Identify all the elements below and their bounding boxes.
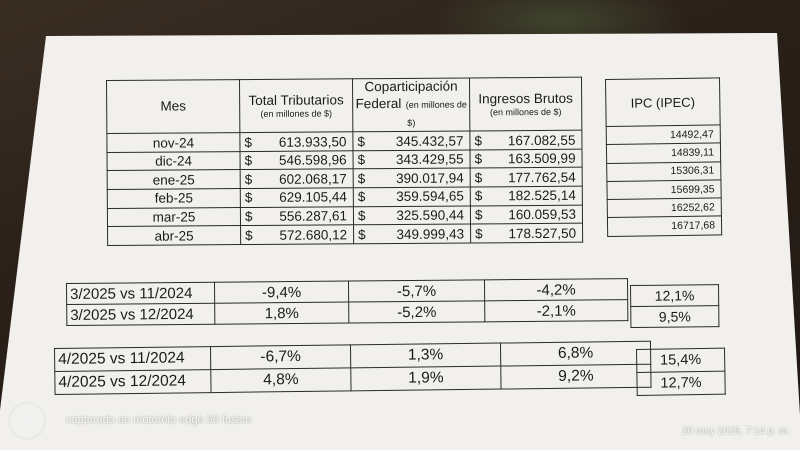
amount: 177.762,54 [508,169,576,185]
cell-ipc: 15699,35 [607,180,721,200]
amount: 349.999,43 [396,226,465,242]
comparison-label: 4/2025 vs 12/2024 [55,370,211,395]
cell-ingresos-brutos [470,186,582,205]
cell-mes: mar-25 [107,207,240,227]
comparison-copart: -5,2% [349,301,485,323]
comparison-ipc-row [631,285,719,307]
revenue-table [106,77,583,246]
cell-mes: abr-25 [108,226,241,246]
comparison-table-april [54,341,652,395]
ipc-row [607,161,721,181]
cell-coparticipacion [353,168,470,187]
header-ipc: IPC (IPEC) [606,78,721,127]
money-value [241,227,353,243]
cell-ipc: 14839,11 [606,143,720,163]
amount: 546.598,96 [278,152,347,168]
amount: 182.525,14 [508,188,576,204]
cell-ipc: 15306,31 [607,161,721,181]
table-row [108,223,583,245]
amount: 629.105,44 [279,189,347,206]
cell-coparticipacion [354,224,471,243]
ipc-row [607,180,721,200]
ipc-table [605,77,722,236]
money-value [471,151,582,167]
comparison-copart: 1,9% [351,366,501,391]
comparison-label: 3/2025 vs 12/2024 [67,303,215,325]
comparison-total: 1,8% [215,302,349,324]
amount: 390.017,94 [396,170,464,186]
money-value [241,190,353,206]
cell-total-tributarios [240,151,353,170]
comparison-copart: -5,7% [348,280,484,302]
cell-total-tributarios [240,132,353,151]
amount: 167.082,55 [507,132,576,148]
watermark-datetime: 20 may 2025, 7:14 p. m. [682,426,790,437]
comparison-label: 4/2025 vs 11/2024 [55,347,211,372]
motorola-logo: M [8,402,46,440]
revenue-table-body [107,130,583,245]
amount: 325.590,44 [396,207,465,223]
money-value [240,134,352,150]
currency-symbol: $ [474,132,482,149]
money-value [354,152,470,168]
currency-symbol: $ [244,190,253,206]
money-value [354,207,470,223]
cell-coparticipacion [353,150,470,169]
revenue-table-header [107,77,582,134]
currency-symbol: $ [244,171,253,187]
cell-ipc: 16252,62 [607,198,721,218]
money-value [471,188,582,204]
amount: 602.068,17 [279,171,347,187]
amount: 359.594,65 [396,188,464,205]
currency-symbol: $ [357,208,366,224]
cell-total-tributarios [241,225,354,244]
money-value [470,132,581,148]
comparison-ipc-april [636,348,726,396]
currency-symbol: $ [474,151,483,167]
comparison-ipc: 9,5% [631,306,719,328]
comparison-ipc-row [637,371,725,395]
currency-symbol: $ [244,208,253,225]
money-value [354,226,470,242]
cell-ingresos-brutos [470,168,582,187]
comparison-ipc: 15,4% [637,348,725,372]
comparison-iibb: -4,2% [484,279,627,301]
cell-mes: dic-24 [107,151,240,171]
cell-ingresos-brutos [470,205,582,224]
comparison-ipc-row [631,306,719,328]
currency-symbol: $ [244,153,253,169]
amount: 613.933,50 [278,133,347,150]
currency-symbol: $ [357,152,366,168]
amount: 343.429,55 [395,151,464,168]
currency-symbol: $ [357,189,366,205]
header-mes: Mes [107,80,240,134]
amount: 556.287,61 [279,208,348,224]
money-value [354,170,470,186]
cell-total-tributarios [240,169,353,188]
comparison-total: 4,8% [211,368,351,393]
cell-mes: feb-25 [107,189,240,209]
cell-mes: nov-24 [107,133,240,153]
comparison-ipc-march [630,284,719,328]
watermark-caption: capturada en motorola edge 50 fusion [66,414,252,426]
money-value [471,225,582,241]
comparison-iibb: 6,8% [500,341,650,366]
amount: 345.432,57 [395,133,464,149]
currency-symbol: $ [357,170,366,187]
comparison-row [67,300,628,326]
ipc-row [606,125,720,145]
header-ingresos-brutos: Ingresos Brutos (en millones de $) [469,77,581,131]
currency-symbol: $ [245,227,253,243]
money-value [354,189,470,205]
cell-ingresos-brutos [470,130,582,149]
comparison-iibb: -2,1% [485,300,628,322]
cell-total-tributarios [240,206,353,225]
comparison-total: -6,7% [210,345,350,370]
comparison-ipc: 12,1% [631,285,719,307]
ipc-row [607,198,721,218]
comparison-ipc: 12,7% [637,371,725,395]
currency-symbol: $ [358,226,366,242]
comparison-table-march [66,278,628,326]
cell-ingresos-brutos [471,223,583,242]
ipc-row [606,143,720,163]
ipc-row [607,216,721,236]
cell-coparticipacion [353,206,470,225]
currency-symbol: $ [474,188,483,204]
money-value [241,152,353,168]
cell-ipc: 14492,47 [606,125,720,145]
comparison-copart: 1,3% [350,343,500,368]
amount: 572.680,12 [279,226,348,243]
currency-symbol: $ [475,225,483,241]
ipc-table-body [606,125,722,236]
money-value [471,169,582,185]
cell-mes: ene-25 [107,170,240,190]
money-value [353,133,469,149]
amount: 160.059,53 [508,206,577,223]
comparison-ipc-row [637,348,725,372]
cell-total-tributarios [240,188,353,207]
currency-symbol: $ [357,133,366,149]
header-total-tributarios: Total Tributarios (en millones de $) [240,79,353,133]
cell-ingresos-brutos [470,149,582,168]
money-value [241,208,353,224]
header-coparticipacion: Coparticipación Federal (en millones de $) [352,78,469,132]
comparison-label: 3/2025 vs 11/2024 [67,282,215,304]
cell-coparticipacion [353,131,470,150]
money-value [471,207,582,223]
currency-symbol: $ [474,170,483,186]
amount: 178.527,50 [508,225,577,241]
currency-symbol: $ [244,134,253,150]
cell-coparticipacion [353,187,470,206]
cell-ipc: 16717,68 [607,216,721,236]
comparison-total: -9,4% [214,281,348,303]
comparison-iibb: 9,2% [501,364,651,389]
currency-symbol: $ [474,207,483,223]
amount: 163.509,99 [507,150,576,167]
money-value [241,171,353,187]
